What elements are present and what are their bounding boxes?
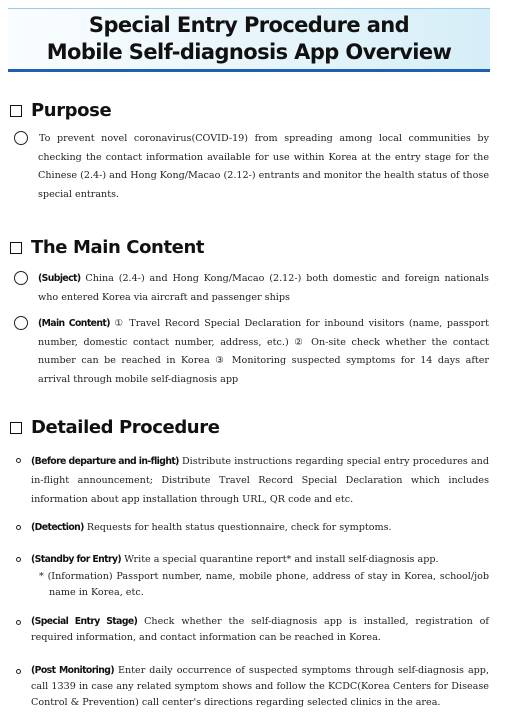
step-text: Distribute instructions regarding special entry procedures and in-flight announcement; Distribute Travel Record Special Declaration which includes information about app installation through URL, QR code and etc. — [31, 456, 489, 505]
small-circle-bullet-icon — [16, 557, 21, 562]
step-label: (Special Entry Stage) — [31, 616, 138, 627]
section-purpose — [10, 100, 111, 121]
step-note: * (Information) Passport number, name, mobile phone, address of stay in Korea, school/job name in Korea, etc. — [39, 571, 489, 598]
item-text: ① Travel Record Special Declaration for inbound visitors (name, passport number, domestic contact number, address, etc.) ② On-site check whether the contact number can be reached in Korea ③ Monitoring suspected symptoms for 14 days after arrival through mobile self-diagnosis app — [38, 318, 490, 385]
title-line-1: Special Entry Procedure and — [88, 13, 410, 37]
step-label: (Standby for Entry) — [31, 554, 122, 565]
small-circle-bullet-icon — [16, 669, 21, 674]
section-heading: The Main Content — [31, 237, 205, 258]
small-circle-bullet-icon — [16, 458, 21, 463]
square-bullet-icon — [10, 105, 22, 117]
main-content-item — [38, 315, 489, 389]
main-content-item — [38, 270, 489, 307]
step-text: Write a special quarantine report* and install self-diagnosis app. — [121, 554, 439, 565]
procedure-step — [31, 551, 489, 570]
square-bullet-icon — [10, 242, 22, 254]
title-line-2: Mobile Self-diagnosis App Overview — [46, 40, 452, 64]
section-detailed-procedure — [10, 417, 220, 438]
circle-bullet-icon — [14, 316, 28, 330]
small-circle-bullet-icon — [16, 525, 21, 530]
procedure-step — [31, 452, 489, 509]
small-circle-bullet-icon — [16, 620, 21, 625]
step-text: Check whether the self-diagnosis app is installed, registration of required information, and contact information can be reached in Korea. — [31, 616, 489, 643]
circle-bullet-icon — [14, 131, 28, 145]
document-title-banner — [8, 8, 490, 72]
section-heading: Detailed Procedure — [31, 417, 220, 438]
circle-bullet-icon — [14, 271, 28, 285]
item-text: China (2.4-) and Hong Kong/Macao (2.12-) both domestic and foreign nationals who entered Korea via aircraft and passenger ships — [38, 273, 489, 303]
purpose-text: To prevent novel coronavirus(COVID-19) from spreading among local communities by checking the contact information available for use within Korea at the entry stage for the Chinese (2.4-) and Hong Kong/Macao (2.12-) entrants and monitor the health status of those special entrants. — [38, 133, 489, 200]
step-label: (Detection) — [31, 522, 84, 533]
step-text: Enter daily occurrence of suspected symptoms through self-diagnosis app, call 1339 in case any related symptom shows and follow the KCDC(Korea Centers for Disease Control & Prevention) call center's directions regarding selected clinics in the area. — [31, 665, 489, 708]
procedure-step — [31, 519, 489, 538]
item-label: (Subject) — [38, 273, 81, 284]
square-bullet-icon — [10, 422, 22, 434]
procedure-step — [31, 614, 489, 646]
step-text: Requests for health status questionnaire, check for symptoms. — [83, 522, 392, 533]
section-main-content — [10, 237, 204, 258]
procedure-step — [31, 663, 489, 711]
step-label: (Before departure and in-flight) — [31, 456, 179, 467]
item-label: (Main Content) — [38, 318, 110, 329]
step-label: (Post Monitoring) — [31, 665, 114, 676]
section-heading: Purpose — [31, 100, 112, 121]
